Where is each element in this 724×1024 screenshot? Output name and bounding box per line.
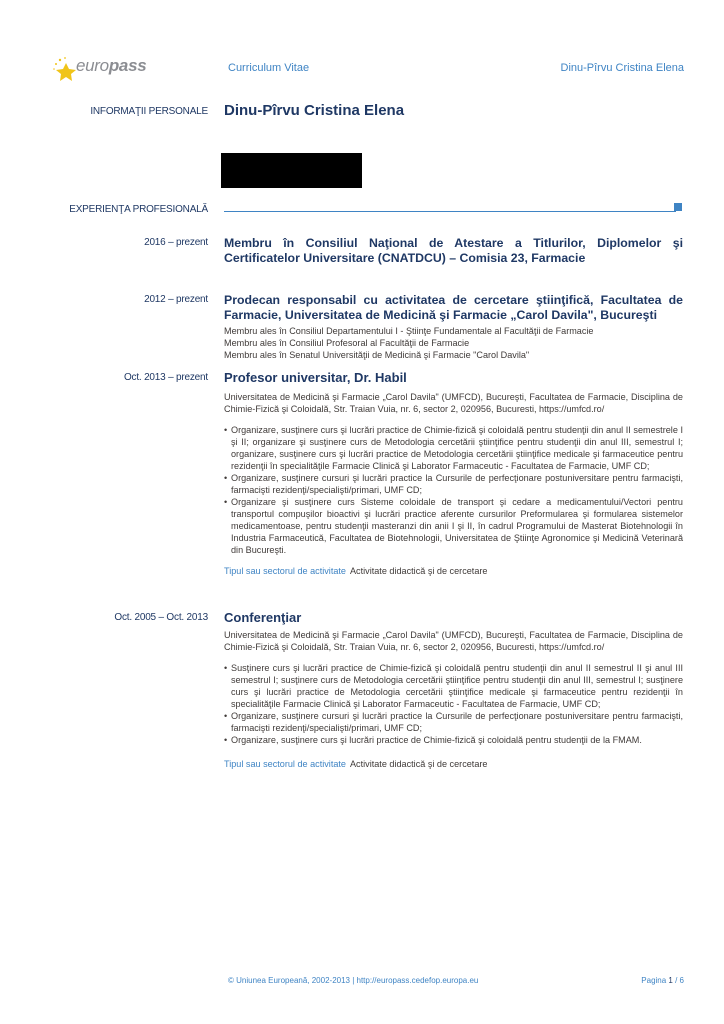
- logo-text: europass: [76, 56, 147, 75]
- personal-section-label: INFORMAŢII PERSONALE: [90, 106, 208, 117]
- experience-entry: [224, 610, 683, 769]
- activity-label: Tipul sau sectorul de activitate: [224, 566, 346, 576]
- activity-value: Activitate didactică şi de cercetare: [349, 759, 488, 769]
- header-cv-label: Curriculum Vitae: [228, 62, 310, 74]
- entry-date: 2016 – prezent: [144, 237, 208, 248]
- redacted-block: [221, 153, 362, 188]
- entry-date: Oct. 2005 – Oct. 2013: [114, 612, 208, 623]
- entry-line: Membru ales în Consiliul Departamentului I - Ştiinţe Fundamentale al Facultăţii de Farmacie: [224, 326, 594, 336]
- list-item: • Organizare, susţinere cursuri şi lucrări practice la Cursurile de perfecţionare postuniversitare pentru farmacişti, farmacişti rezidenţi/specialişti/primari, UMF CD;: [224, 710, 683, 734]
- header-name: Dinu-Pîrvu Cristina Elena: [560, 62, 684, 74]
- experience-entry: [224, 293, 683, 361]
- entry-title: Profesor universitar, Dr. Habil: [224, 370, 407, 385]
- experience-entry: [224, 370, 683, 576]
- list-item: • Organizare, susţinere cursuri şi lucrări practice la Cursurile de perfecţionare postuniversitare pentru farmacişti, farmacişti rezidenţi/specialişti/primari, UMF CD;: [224, 472, 683, 496]
- activity-value: Activitate didactică şi de cercetare: [349, 566, 488, 576]
- section-divider: [224, 211, 676, 212]
- entry-date: 2012 – prezent: [144, 294, 208, 305]
- entry-title: Membru în Consiliul Naţional de Atestare a Titlurilor, Diplomelor şi Certificatelor Universitare (CNATDCU) – Comisia 23, Farmacie: [224, 236, 683, 265]
- section-marker: [674, 203, 682, 211]
- footer-page-number: Pagina 1 / 6: [641, 976, 684, 985]
- experience-entry: [224, 236, 683, 266]
- entry-title: Prodecan responsabil cu activitatea de cercetare ştiinţifică, Facultatea de Farmacie, Universitatea de Medicină şi Farmacie „Carol Davila", Bucureşti: [224, 293, 683, 322]
- entry-employer: Universitatea de Medicină şi Farmacie „Carol Davila" (UMFCD), Bucureşti, Facultatea de Farmacie, Disciplina de Chimie-Fizică şi Coloidală, Str. Traian Vuia, nr. 6, sector 2, 020956, Bucuresti, https://umfcd.ro/: [224, 630, 683, 652]
- list-item: • Organizare, susţinere curs şi lucrări practice de Chimie-fizică şi coloidală pentru studenţii de la FMAM.: [224, 734, 683, 746]
- europass-logo: [52, 50, 162, 86]
- activity-label: Tipul sau sectorul de activitate: [224, 759, 346, 769]
- list-item: • Organizare şi susţinere curs Sisteme coloidale de transport şi cedare a medicamentului/Vectori pentru transportul compuşilor bioactivi şi lucrări practice aferente cursurilor Preformularea şi formularea sistemelor medicamentoase, pentru studenţii masteranzi din anii I şi II, în cadrul Programului de Masterat Biotehnologii în Industria Farmaceutică, Facultatea de Biotehnologii, Universitatea de Ştiinţe Agronomice şi Medicină Veterinară din Bucureşti.: [224, 496, 683, 556]
- entry-employer: Universitatea de Medicină şi Farmacie „Carol Davila" (UMFCD), Bucureşti, Facultatea de Farmacie, Disciplina de Chimie-Fizică şi Coloidală, Str. Traian Vuia, nr. 6, sector 2, 020956, Bucuresti, https://umfcd.ro/: [224, 392, 683, 414]
- entry-line: Membru ales în Senatul Universităţii de Medicină şi Farmacie "Carol Davila": [224, 350, 530, 360]
- entry-date: Oct. 2013 – prezent: [123, 372, 208, 383]
- person-name: Dinu-Pîrvu Cristina Elena: [224, 102, 405, 119]
- activity-row: [224, 566, 683, 576]
- entry-bullets: [224, 662, 683, 746]
- entry-title: Conferenţiar: [224, 610, 302, 625]
- entry-line: Membru ales în Consiliul Profesoral al Facultăţii de Farmacie: [224, 338, 470, 348]
- list-item: • Susţinere curs şi lucrări practice de Chimie-fizică şi coloidală pentru studenţii din anul II semestrul II şi anul III semestrul I; susţinere curs de Metodologia cercetării ştiinţifice pentru studenţii din anul III, semestrul I; susţinere curs şi lucrări practice de Metodologia cercetării ştiinţifice medicale şi farmaceutice pentru rezidenţii în specialităţile Farmacie Clinică şi Laborator Farmaceutic - Facultatea de Farmacie, UMF CD;: [224, 662, 683, 710]
- footer-copyright: © Uniunea Europeană, 2002-2013 | http://europass.cedefop.europa.eu: [228, 976, 479, 985]
- activity-row: [224, 759, 683, 769]
- list-item: • Organizare, susţinere curs şi lucrări practice de Chimie-fizică şi coloidală pentru studenţii din anul II semestrele I şi II; organizare şi susţinere curs de Metodologia cercetării ştiinţifice pentru studenţii din anul III, semestrul I; organizare, susţinere curs şi lucrări practice de Metodologia cercetării ştiinţifice medicale şi farmaceutice pentru rezidenţii în specialităţile Farmacie Clinică şi Laborator Farmaceutic - Facultatea de Farmacie, UMF CD;: [224, 424, 683, 472]
- experience-section-label: EXPERIENŢA PROFESIONALĂ: [69, 204, 208, 215]
- entry-bullets: [224, 424, 683, 556]
